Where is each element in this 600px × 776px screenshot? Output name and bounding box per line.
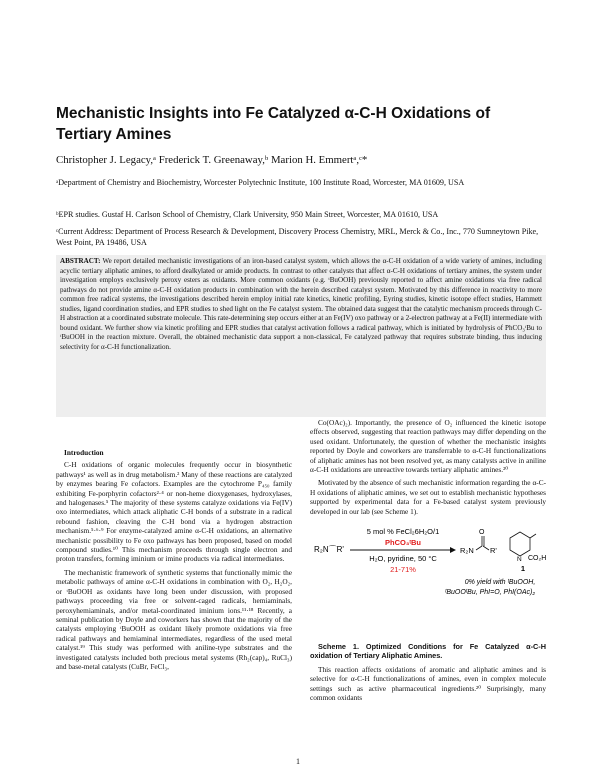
affiliation-b: ᵇEPR studies. Gustaf H. Carlson School of Chemistry, Clark University, 950 Main Street, Worcester, MA 01610, USA: [56, 210, 439, 219]
scheme-note-line1: 0% yield with ᵗBuOOH,: [464, 579, 536, 587]
substrate-label: R₂N⌒R': [314, 545, 344, 555]
ligand-number: 1: [520, 564, 526, 574]
reaction-scheme-graphic: [310, 520, 546, 628]
body-paragraph: Motivated by the absence of such mechanistic information regarding the α-C-H oxidations of aliphatic amines, we set out to establish mechanistic hypotheses supported by experimental data for a Fe-based catalyst system previously developed in our lab (see Scheme 1).: [310, 478, 546, 516]
body-paragraph: The mechanistic framework of synthetic systems that functionally mimic the metabolic pathways of amine α-C-H oxidations in combination with O₂, H₂O₂, or ᵗBuOOH as oxidants have long been under discussion, with proposed pathways proceeding via free or solvent-caged radicals, hemiaminals, peroxyhemiaminals, and/or metal-coordinated iminium ions.¹¹·¹⁸ Recently, a seminal publication by Doyle and coworkers has shown that the majority of the catalysts employing ᵗBuOOH as oxidant likely promote oxidations via free radical pathways and hemiaminal intermediates, regardless of the used metal catalyst.¹⁹ This study was performed with aniline-type substrates and the investigated catalysts included both precious metal systems (Rh₂(cap)₄, RuCl₃) and base-metal catalysts (CuBr, FeCl₃,: [56, 567, 292, 671]
right-column: [310, 418, 546, 707]
product-amine-group: R₂N: [460, 546, 474, 556]
affiliation-a: ᵃDepartment of Chemistry and Biochemistry, Worcester Polytechnic Institute, 100 Institute Road, Worcester, MA 01609, USA: [56, 178, 465, 187]
body-paragraph: Co(OAc)₂). Importantly, the presence of O₂ influenced the kinetic isotope effects observed, suggesting that reaction pathways may differ depending on the used oxidant. Unfortunately, the question of whether the mechanistic insights reported by Doyle and coworkers are transferrable to α-C-H functionalizations of aliphatic amines has not been resolved yet, as many catalysts active in aniline α-C-H oxidations are unreactive towards tertiary aliphatic amines.²⁰: [310, 418, 546, 475]
author-list: Christopher J. Legacy,ᵃ Frederick T. Greenaway,ᵇ Marion H. Emmertᵃ,ᶜ*: [56, 154, 368, 166]
abstract-text: We report detailed mechanistic investigations of an iron-based catalyst system, which allows the α-C-H oxidation of a wide variety of amines, including acyclic tertiary aliphatic amines, to afford dealkylated or amide products. In contrast to other catalysts that affect α-C-H oxidations of tertiary amines, the system under investigation employs exclusively peroxy esters as oxidants. More common oxidants (e.g. ᵗBuOOH) previously reported to affect amine oxidations via free radical pathways do not provide amine α-C-H oxidation products in combination with the herein described catalyst system. Motivated by this difference in reactivity to more common free radical systems, the investigations described herein employ initial rate kinetics, kinetic profiling, Eyring studies, kinetic isotope effect studies, Hammett studies, ligand coordination studies, and EPR studies to shed light on the Fe catalyst system. The obtained data suggest that the catalytic mechanism proceeds through C-H abstraction at a coordinated substrate molecule. This rate-determining step occurs either at an Fe(IV) oxo pathway or a 2-electron pathway at a Fe(II) intermediate with bound oxidant. We further show via kinetic profiling and EPR studies that catalyst activation follows a radical pathway, which is initiated by hydrolysis of PhCO₃ᵗBu to ᵗBuOOH in the reaction mixture. Overall, the obtained mechanistic data support a non-classical, Fe catalyzed pathway that requires substrate binding, thus inducing selectivity for α-C-H functionalization.: [60, 257, 542, 351]
reaction-scheme: [310, 520, 546, 638]
scheme-caption: Scheme 1. Optimized Conditions for Fe Catalyzed α-C-H oxidation of Tertiary Aliphatic Amines.: [310, 642, 546, 661]
section-heading-introduction: Introduction: [64, 448, 104, 457]
yield-range: 21-71%: [390, 565, 416, 575]
affiliation-c: ᶜCurrent Address: Department of Process Research & Development, Discovery Process Chemistry, MRL, Merck & Co., Inc., 770 Sumneytown Pike, West Point, PA 19486, USA: [56, 227, 539, 247]
pyridine-nitrogen: N: [517, 556, 522, 564]
body-paragraph: This reaction affects oxidations of aromatic and aliphatic amines and is selective for α-C-H functionalizations of amines, even in complex molecule settings such as active pharmaceutical ingredients.²⁰ Surprisingly, many common oxidants: [310, 664, 546, 703]
conditions-oxidant: PhCO₃ᵗBu: [385, 538, 421, 548]
paper-title: Mechanistic Insights into Fe Catalyzed α-C-H Oxidations of Tertiary Amines: [56, 105, 491, 143]
abstract-box: [56, 255, 546, 417]
body-paragraph: C-H oxidations of organic molecules frequently occur in biosynthetic pathways¹ as well as in drug metabolism.² Many of these reactions are catalyzed by enzymes bearing Fe cofactors. Examples are the cytochrome P₄₅₀ family exhibiting Fe-porphyrin cofactors²·⁴ or non-heme dioxygenases, hydroxylases, and halogenases.⁵ The majority of these systems catalyze oxidations via Fe(IV) oxo intermediates, which attack aliphatic C-H bonds of a substrate in a radical rebound fashion, cleaving the C-H bond via a hydrogen abstraction mechanism.⁵·⁶·⁹ For enzyme-catalyzed amine α-C-H oxidations, an alternative mechanistic possibility to Fe oxo pathways has been proposed, based on model compound studies.¹⁰ This mechanism proceeds through single electron and proton transfers, forming iminium or imine products via radical intermediates.: [56, 460, 292, 564]
ligand-carboxyl: CO₂H: [528, 555, 546, 563]
page-number: 1: [296, 757, 300, 766]
abstract-label: ABSTRACT:: [60, 257, 101, 265]
conditions-solvent: H₂O, pyridine, 50 °C: [369, 554, 437, 564]
product-r-group: R': [490, 546, 497, 556]
carbonyl-oxygen: O: [479, 529, 485, 537]
conditions-catalyst: 5 mol % FeCl₂6H₂O/1: [366, 527, 440, 537]
scheme-note-line2: ᵗBuOOᵗBu, PhI=O, PhI(OAc)₂: [444, 589, 536, 597]
left-column: [56, 448, 292, 675]
